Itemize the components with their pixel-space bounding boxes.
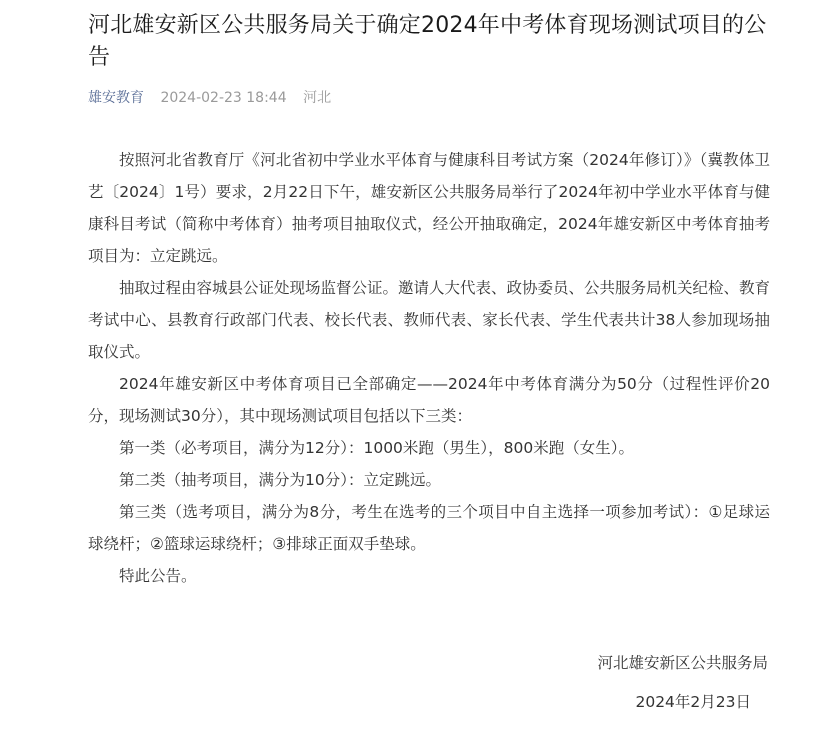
publish-datetime: 2024-02-23 18:44 <box>160 90 287 106</box>
article-content <box>88 144 770 592</box>
paragraph-6: 第三类（选考项目，满分为8分，考生在选考的三个项目中自主选择一项参加考试）：①足球运球绕杆；②篮球运球绕杆；③排球正面双手垫球。 <box>88 503 770 553</box>
paragraph-7: 特此公告。 <box>119 567 197 585</box>
article-title: 河北雄安新区公共服务局关于确定2024年中考体育现场测试项目的公告 <box>88 13 767 70</box>
publish-region: 河北 <box>303 90 332 106</box>
signature-org: 河北雄安新区公共服务局 <box>597 654 768 672</box>
paragraph-3: 2024年雄安新区中考体育项目已全部确定——2024年中考体育满分为50分（过程性评价20分，现场测试30分），其中现场测试项目包括以下三类： <box>88 375 770 425</box>
source-link[interactable]: 雄安教育 <box>88 90 144 106</box>
article-meta <box>88 88 770 108</box>
signature-date: 2024年2月23日 <box>635 693 751 711</box>
paragraph-1: 按照河北省教育厅《河北省初中学业水平体育与健康科目考试方案（2024年修订）》（冀教体卫艺〔2024〕1号）要求，2月22日下午，雄安新区公共服务局举行了2024年初中学业水平体育与健康科目考试（简称中考体育）抽考项目抽取仪式，经公开抽取确定，2024年雄安新区中考体育抽考项目为：立定跳远。 <box>88 151 770 265</box>
paragraph-2: 抽取过程由容城县公证处现场监督公证。邀请人大代表、政协委员、公共服务局机关纪检、教育考试中心、县教育行政部门代表、校长代表、教师代表、家长代表、学生代表共计38人参加现场抽取仪式。 <box>88 279 771 361</box>
paragraph-4: 第一类（必考项目，满分为12分）：1000米跑（男生），800米跑（女生）。 <box>119 439 635 457</box>
paragraph-5: 第二类（抽考项目，满分为10分）：立定跳远。 <box>119 471 441 489</box>
